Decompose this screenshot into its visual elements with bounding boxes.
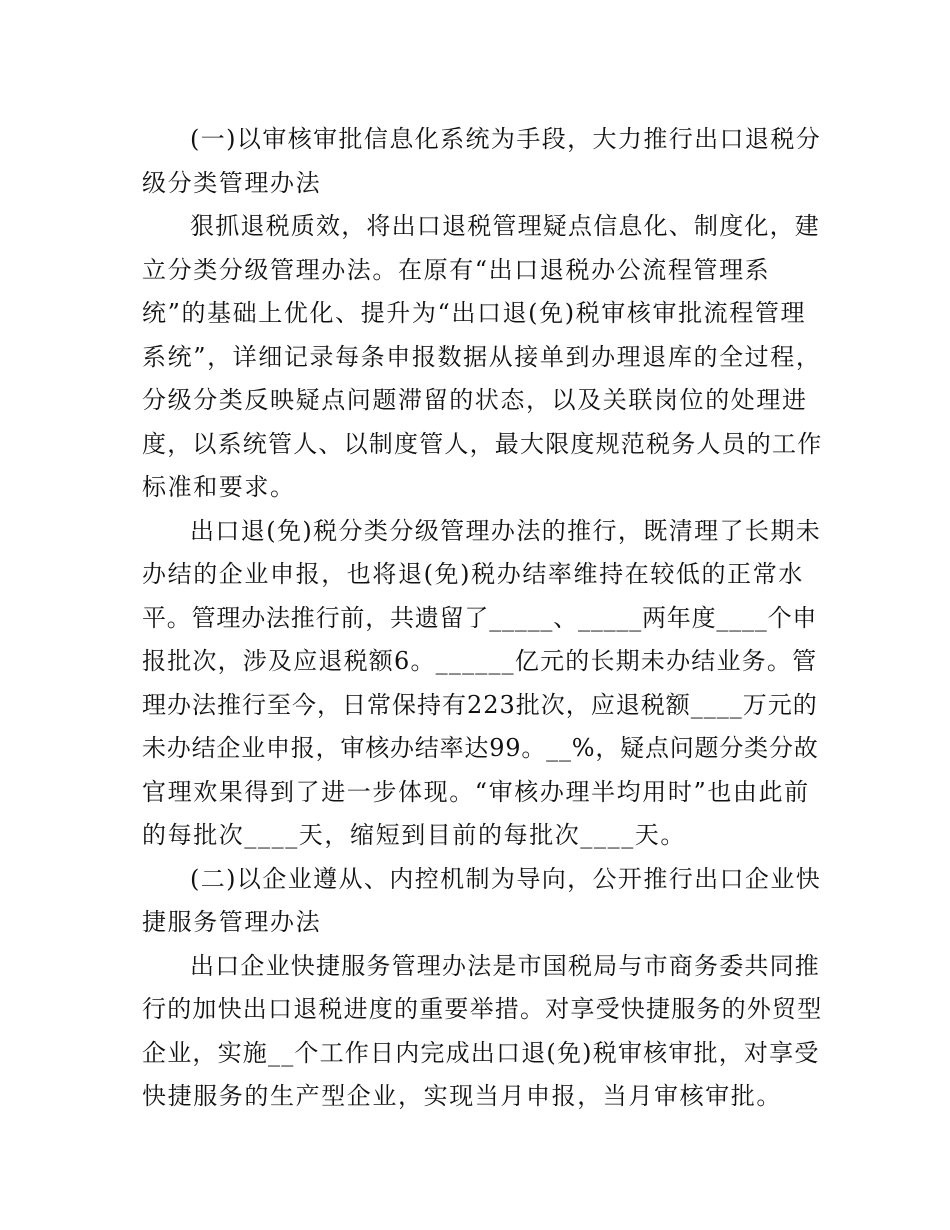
text-line: 快捷服务的生产型企业，实现当月申报，当月审核审批。	[142, 1082, 782, 1110]
text-line: 分级分类反映疑点问题滞留的状态，以及关联岗位的处理进	[142, 386, 808, 414]
text-line: 平。管理办法推行前，共遗留了_____、_____两年度____个申	[142, 603, 818, 632]
text-line: 级分类管理办法	[142, 168, 322, 197]
text-line: 系统”，详细记录每条申报数据从接单到办理退库的全过程，	[142, 342, 822, 371]
text-line: 标准和要求。	[142, 473, 296, 501]
text-line: (二)以企业遵从、内控机制为导向，公开推行出口企业快	[190, 864, 822, 893]
text-line: 未办结企业申报，审核办结率达99。__%，疑点问题分类分故	[142, 734, 819, 762]
text-line: 捷服务管理办法	[142, 908, 322, 936]
text-line: 度，以系统管人、以制度管人，最大限度规范税务人员的工作	[142, 429, 823, 458]
text-line: 统”的基础上优化、提升为“出口退(免)税审核审批流程管理	[142, 299, 807, 327]
document-body	[142, 118, 822, 1119]
text-line: 理办法推行至今，日常保持有223批次，应退税额____万元的	[142, 690, 818, 719]
text-line: 官理欢果得到了进一步体现。“审核办理半均用时”也由此前	[142, 777, 810, 806]
text-line: 企业，实施__个工作日内完成出口退(免)税审核审批，对享受	[142, 1038, 820, 1067]
text-line: 立分类分级管理办法。在原有“出口退税办公流程管理系	[142, 255, 771, 284]
text-line: 出口企业快捷服务管理办法是市国税局与市商务委共同推	[190, 951, 820, 980]
text-line: 狠抓退税质效，将出口退税管理疑点信息化、制度化，建	[190, 212, 820, 240]
text-line: 报批次，涉及应退税额6。______亿元的长期未办结业务。管	[142, 647, 818, 675]
text-line: 办结的企业申报，也将退(免)税办结率维持在较低的正常水	[142, 560, 804, 588]
text-line: (一)以审核审批信息化系统为手段，大力推行出口退税分	[190, 125, 822, 153]
text-line: 行的加快出口退税进度的重要举措。对享受快捷服务的外贸型	[142, 995, 823, 1023]
text-line: 的每批次____天，缩短到目前的每批次____天。	[142, 821, 686, 849]
text-line: 出口退(免)税分类分级管理办法的推行，既清理了长期未	[190, 516, 822, 545]
